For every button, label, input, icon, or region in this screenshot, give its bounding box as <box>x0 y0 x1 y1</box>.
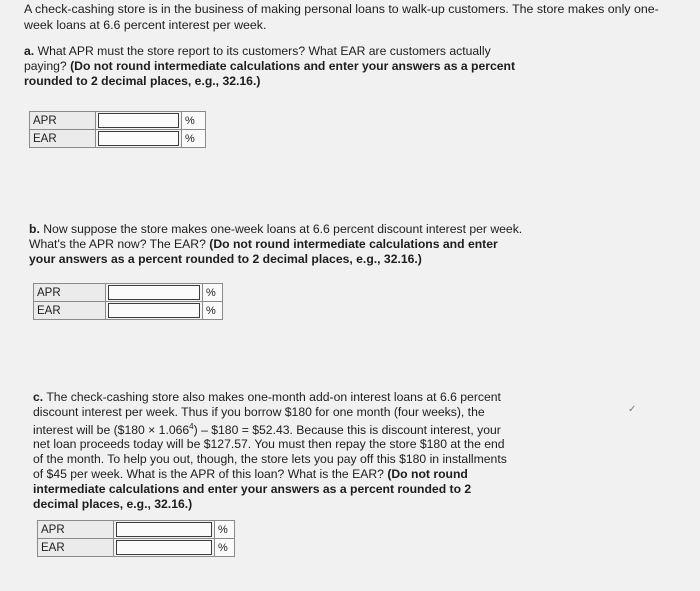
answer-row-ear <box>34 302 223 320</box>
apr-input-a[interactable] <box>99 114 178 127</box>
apr-input-b[interactable] <box>109 286 199 299</box>
exponent: 4 <box>189 421 194 431</box>
answer-table-c <box>37 520 235 557</box>
apr-label: APR <box>30 112 96 130</box>
ear-label: EAR <box>30 130 96 148</box>
percent-unit: % <box>182 112 206 130</box>
percent-unit: % <box>215 521 235 539</box>
question-c-letter: c. <box>33 390 44 404</box>
question-a-instructions: (Do not round intermediate calculations and enter your answers as a percent rounded to 2 decimal places, e.g., 32.16.) <box>24 58 516 88</box>
question-b-letter: b. <box>29 222 40 236</box>
question-b-instructions: (Do not round intermediate calculations and enter your answers as a percent rounded to 2 decimal places, e.g., 32.16.) <box>29 236 498 266</box>
question-a-text: What APR must the store report to its customers? What EAR are customers actually paying? <box>24 44 491 73</box>
apr-label: APR <box>34 284 106 302</box>
cursor-mark-icon: ✓ <box>628 404 637 415</box>
answer-row-apr <box>38 521 235 539</box>
apr-input-c[interactable] <box>117 523 211 536</box>
problem-intro: A check-cashing store is in the business of making personal loans to walk-up customers. The store makes only one-week loans at 6.6 percent interest per week. <box>24 2 659 32</box>
percent-unit: % <box>203 302 223 320</box>
answer-table-a <box>29 111 206 148</box>
answer-row-ear <box>38 539 235 557</box>
percent-unit: % <box>182 130 206 148</box>
ear-label: EAR <box>38 539 114 557</box>
question-c-text-1: The check-cashing store also makes one-month add-on interest loans at 6.6 percent discount interest per week. Thus if you borrow $180 for one month (four weeks), the interest will be ($180 × 1.066 <box>33 390 501 437</box>
question-a-letter: a. <box>24 44 35 58</box>
ear-label: EAR <box>34 302 106 320</box>
answer-row-apr <box>30 112 206 130</box>
ear-input-c[interactable] <box>117 541 211 554</box>
question-b <box>29 222 523 266</box>
ear-input-b[interactable] <box>109 304 199 317</box>
ear-input-a[interactable] <box>99 132 178 145</box>
percent-unit: % <box>215 539 235 557</box>
apr-label: APR <box>38 521 114 539</box>
question-a <box>24 44 524 88</box>
question-c-text-2: ) – $180 = $52.43. Because this is discount interest, your net loan proceeds today will be $127.57. You must then repay the store $180 at the end of the month. To help you out, though, the store lets you pay off this $180 in installments of $45 per week. What is the APR of this loan? What is the EAR? <box>33 422 507 482</box>
question-c-instructions: (Do not round intermediate calculations and enter your answers as a percent rounded to 2 decimal places, e.g., 32.16.) <box>33 467 472 511</box>
answer-row-apr <box>34 284 223 302</box>
answer-row-ear <box>30 130 206 148</box>
answer-table-b <box>33 283 223 320</box>
question-c <box>33 390 517 511</box>
percent-unit: % <box>203 284 223 302</box>
question-b-text: Now suppose the store makes one-week loans at 6.6 percent discount interest per week. What's the APR now? The EAR? <box>29 222 523 251</box>
